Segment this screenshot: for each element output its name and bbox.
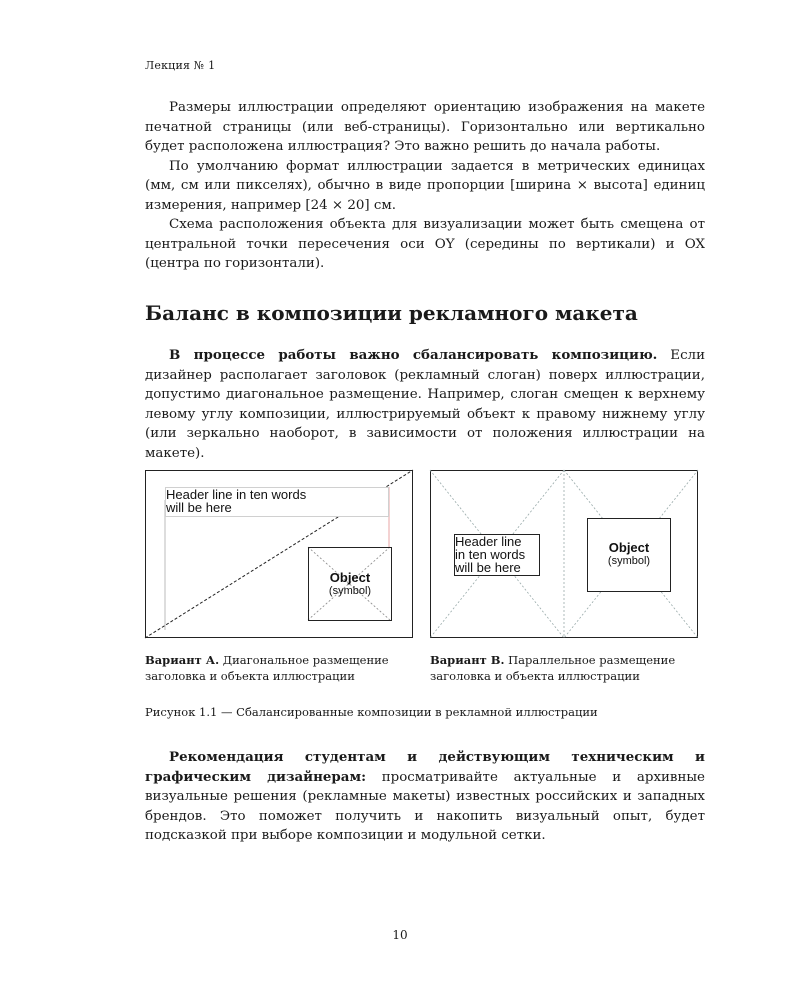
header-line: in ten words — [455, 547, 526, 562]
page-number: 10 — [392, 928, 408, 942]
caption-text: Параллельное размещение заголовка и объекта иллюстрации — [430, 653, 676, 683]
bold-lead: Рекомендация студентам и действующим техническим и графическим дизайнерам: — [145, 749, 705, 785]
caption-label: Вариант А. — [145, 653, 220, 667]
object-title: Object — [608, 540, 650, 555]
intro-text — [145, 98, 705, 274]
section-title: Баланс в композиции рекламного макета — [145, 301, 638, 325]
paragraph: По умолчанию формат иллюстрации задается в метрических единицах (мм, см или пикселях), обычно в виде пропорции [ширина × высота] единиц измерения, например [24 × 20] см. — [145, 158, 705, 213]
object-subtitle: (symbol) — [607, 555, 651, 567]
header-line: will be here — [455, 560, 521, 575]
header-line: Header line in ten words — [166, 487, 307, 502]
balance-text — [145, 346, 705, 463]
object-placeholder — [587, 518, 671, 592]
figure-variant-b — [430, 470, 698, 638]
header-placeholder — [454, 534, 540, 576]
running-head: Лекция № 1 — [145, 59, 216, 72]
caption-label: Вариант В. — [430, 653, 505, 667]
paragraph-body: просматривайте актуальные и архивные визуальные решения (рекламные макеты) известных российских и западных брендов. Это поможет получить и накопить визуальный опыт, будет подсказкой при выборе композиции и модульной сетки. — [145, 769, 705, 843]
header-line: will be here — [166, 500, 232, 515]
figure-variant-a — [145, 470, 413, 638]
object-placeholder — [308, 547, 392, 621]
recommendation-text — [145, 748, 705, 846]
object-title: Object — [329, 570, 371, 585]
header-placeholder — [165, 487, 389, 517]
paragraph — [145, 346, 705, 463]
paragraph-body: Если дизайнер располагает заголовок (рекламный слоган) поверх иллюстрации, допустимо диагональное размещение. Например, слоган смещен к верхнему левому углу композиции, иллюстрируемый объект к правому нижнему углу (или зеркально наоборот, в зависимости от положения иллюстрации на макете). — [145, 348, 705, 461]
bold-lead: В процессе работы важно сбалансировать композицию. — [169, 347, 658, 363]
caption-variant-b — [430, 652, 700, 684]
caption-variant-a — [145, 652, 415, 684]
caption-text: Диагональное размещение заголовка и объекта иллюстрации — [145, 653, 389, 683]
paragraph: Размеры иллюстрации определяют ориентацию изображения на макете печатной страницы (или веб-страницы). Горизонтально или вертикально будет расположена иллюстрация? Это важно решить до начала работы. — [145, 100, 705, 154]
header-line: Header line — [455, 534, 522, 549]
object-subtitle: (symbol) — [328, 585, 372, 597]
figure-title: Рисунок 1.1 — Сбалансированные композиции в рекламной иллюстрации — [145, 705, 598, 719]
paragraph: Схема расположения объекта для визуализации может быть смещена от центральной точки пересечения оси OY (середины по вертикали) и OX (центра по горизонтали). — [145, 217, 705, 271]
paragraph — [145, 748, 705, 846]
